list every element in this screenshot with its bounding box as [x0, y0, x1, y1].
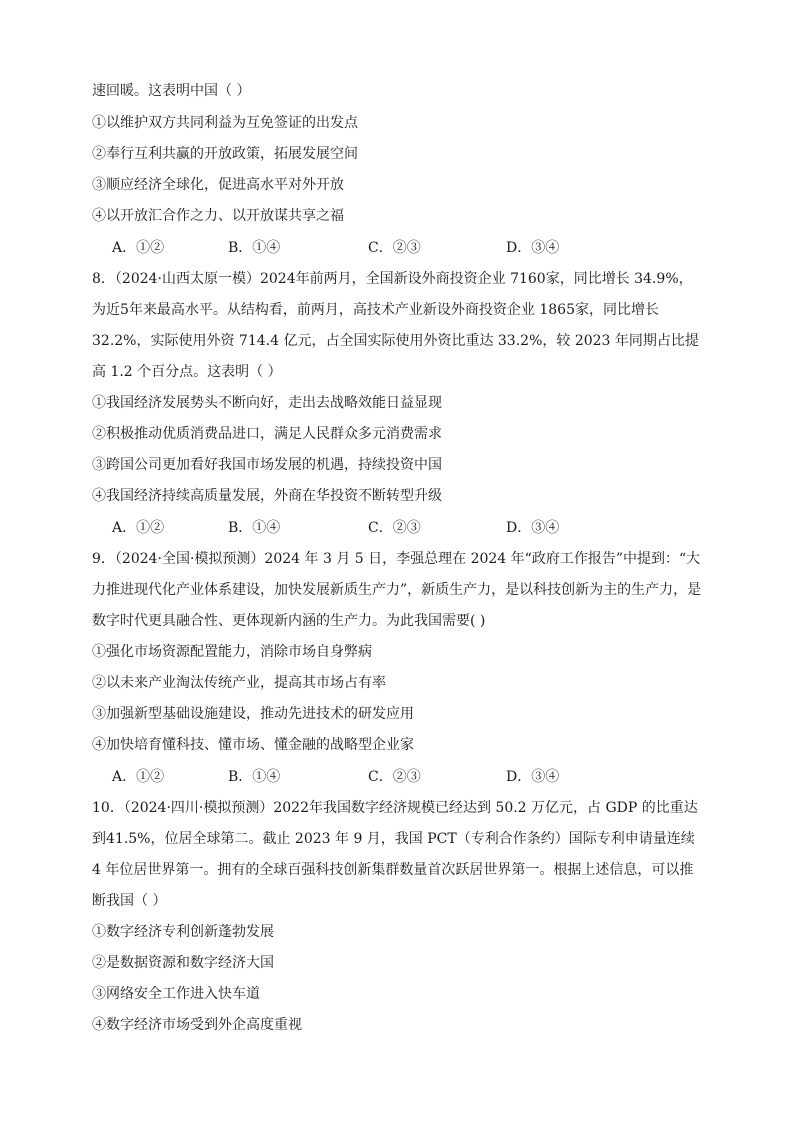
q7-option-a: A．①② [112, 240, 165, 256]
q7-stem-tail: 速回暖。这表明中国（ ） [92, 83, 251, 99]
q9-option-a: A．①② [112, 769, 165, 785]
q7-option-b: B．①④ [228, 240, 281, 256]
q7-option-c: C．②③ [368, 240, 421, 256]
q8-option-c: C．②③ [368, 520, 421, 536]
q10-statement-2: ②是数据资源和数字经济大国 [92, 955, 274, 971]
q8-stem: 8．（2024·山西太原一模）2024年前两月，全国新设外商投资企业 7160家，同比增长 34.9%，为近5年来最高水平。从结构看，前两月，高技术产业新设外商投资企业 1865家，同比增长 32.2%，实际使用外资 714.4 亿元，占全国实际使用外资比重达 33.2%，较 2023 年同期占比提高 1.2 个百分点。这表明（ ） [92, 271, 699, 380]
q7-option-d: D．③④ [506, 240, 560, 256]
q8-option-d: D．③④ [506, 520, 560, 536]
q9-statement-1: ①强化市场资源配置能力，消除市场自身弊病 [92, 644, 372, 660]
q8-statement-3: ③跨国公司更加看好我国市场发展的机遇，持续投资中国 [92, 457, 442, 473]
q8-option-a: A．①② [112, 520, 165, 536]
q7-statement-4: ④以开放汇合作之力、以开放谋共享之福 [92, 208, 344, 224]
q10-statement-3: ③网络安全工作进入快车道 [92, 986, 260, 1002]
q8-statement-1: ①我国经济发展势头不断向好，走出去战略效能日益显现 [92, 395, 442, 411]
q10-statement-4: ④数字经济市场受到外企高度重视 [92, 1017, 302, 1033]
q8-option-b: B．①④ [228, 520, 281, 536]
q9-option-c: C．②③ [368, 769, 421, 785]
q10-stem: 10．（2024·四川·模拟预测）2022年我国数字经济规模已经达到 50.2 万亿元，占 GDP 的比重达到41.5%，位居全球第二。截止 2023 年 9 月，我国 PCT（专利合作条约）国际专利申请量连续 4 年位居世界第一。拥有的全球百强科技创新集群数量首次跃居世界第一。根据上述信息，可以推断我国（ ） [92, 800, 698, 909]
q9-option-d: D．③④ [506, 769, 560, 785]
q9-statement-3: ③加强新型基础设施建设，推动先进技术的研发应用 [92, 706, 414, 722]
q8-statement-2: ②积极推动优质消费品进口，满足人民群众多元消费需求 [92, 426, 442, 442]
q7-statement-3: ③顺应经济全球化，促进高水平对外开放 [92, 177, 344, 193]
q9-stem: 9．（2024·全国·模拟预测）2024 年 3 月 5 日，李强总理在 2024 年“政府工作报告”中提到：“大力推进现代化产业体系建设，加快发展新质生产力”，新质生产力，是以科技创新为主的生产力，是数字时代更具融合性、更体现新内涵的生产力。为此我国需要( ) [92, 551, 702, 629]
q7-statement-2: ②奉行互利共赢的开放政策，拓展发展空间 [92, 146, 358, 162]
q9-option-b: B．①④ [228, 769, 281, 785]
q9-statement-2: ②以未来产业淘汰传统产业，提高其市场占有率 [92, 675, 386, 691]
q9-statement-4: ④加快培育懂科技、懂市场、懂金融的战略型企业家 [92, 737, 414, 753]
q7-statement-1: ①以维护双方共同利益为互免签证的出发点 [92, 115, 358, 131]
q10-statement-1: ①数字经济专利创新蓬勃发展 [92, 924, 274, 940]
q8-statement-4: ④我国经济持续高质量发展，外商在华投资不断转型升级 [92, 488, 442, 504]
